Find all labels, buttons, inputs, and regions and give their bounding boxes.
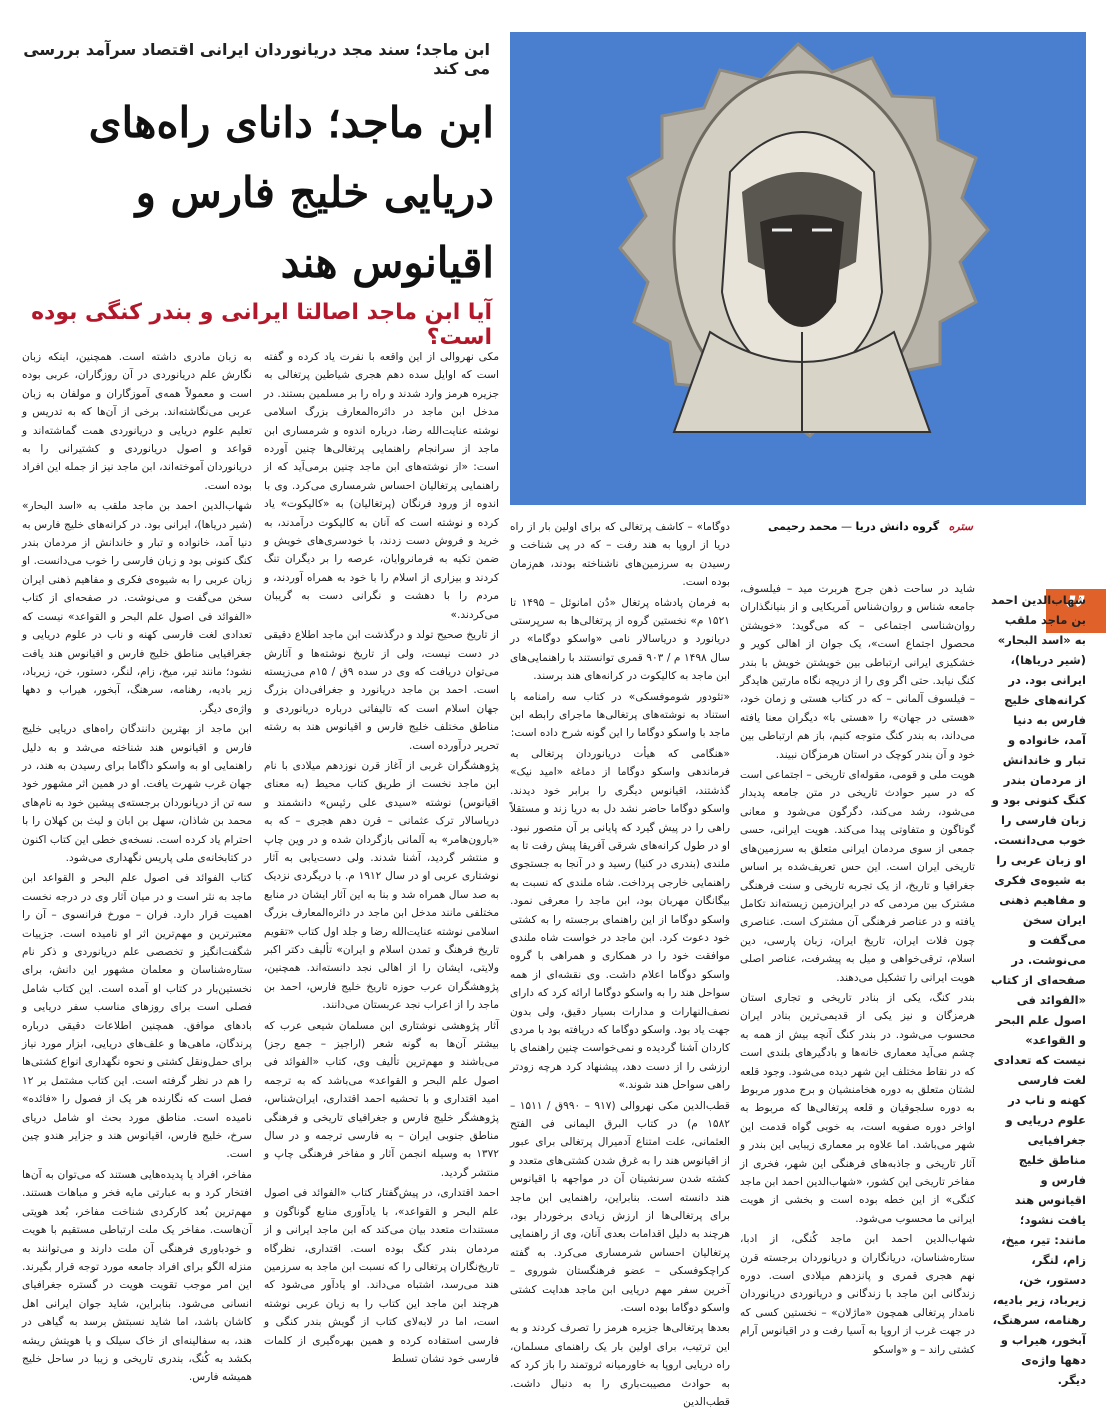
pull-quote: شهاب‌الدین احمد بن ماجد ملقب به «اسد البحار» (شیر دریاها)، ایرانی بود. در کرانه‌های خلیج فارس به دنیا آمد، خانواده و تبار و خاندانش از مردمان بندر کنگ کنونی بود و زبان فارسی را خوب می‌دانست. او زبان عربی را به شیوه‌ی فکری و مفاهیم ذهنی ایران سخن می‌گفت و می‌نوشت. در صفحه‌ای از کتاب «الفوائد فی اصول علم البحر و القواعد» نیست که تعدادی لغت فارسی کهنه و ناب در علوم دریایی و جغرافیایی مناطق خلیج فارس و اقیانوس هند یافت نشود؛ مانند: تیر، میخ، زام، لنگر، دستور، خن، زیرباد، زیر بادیه، رهنامه، سرهنگ، آبخور، هیراب و دهها واژه‌ی دیگر. — [991, 593, 1086, 1387]
paragraph: دوگاما» – کاشف پرتغالی که برای اولین بار از راه دریا از اروپا به هند رفت – که در پی شناخت و رسیدن به سرزمین‌های ناشناخته بودند، هم‌زمان بوده است. — [510, 521, 730, 589]
paragraph: ابن ماجد از بهترین دانندگان راه‌های دریایی خلیج فارس و اقیانوس هند شناخته می‌شد و به دلیل راهنمایی او به واسکو داگاما برای رسیدن به هند، در جهان غرب شهرت یافت. او در همین اثر مشهور خود سه تن از دریانوردان برجسته‌ی پیشین خود به نام‌های محمد بن شاذان، سهل بن ابان و لیث بن کهلان را با احترام یاد کرده است. نسخه‌ی خطی این کتاب اکنون در کتابخانه‌ی ملی پاریس نگهداری می‌شود. — [22, 723, 252, 864]
paragraph: بعدها پرتغالی‌ها جزیره هرمز را تصرف کردند و به این ترتیب، برای اولین بار یک راهنمای مسلمان، راه دریایی اروپا به خاورمیانه ثروتمند را باز کرد که به حوادث مصیبت‌باری را به دنبال داشت. قطب‌الدین — [510, 1322, 730, 1409]
text-column-1 — [22, 348, 252, 1384]
paragraph: مکی نهروالی از این واقعه با نفرت یاد کرده و گفته است که اوایل سده دهم هجری شیاطین پرتغالی به جزیره هرمز وارد شدند و راه را بر مسلمین بستند. در مدخل ابن ماجد در دائره‌المعارف بزرگ اسلامی نوشته عنایت‌الله رضا، درباره اندوه و شرمساری ابن ماجد از سرانجام راهنمایی پرتغالی‌ها چنین آورده است: «از نوشته‌های ابن ماجد چنین برمی‌آید که از راهنمایی پرتغالیان احساس شرمساری می‌کرد. وی با اندوه از ورود فرنگان (پرتغالیان) به «کالیکوت» یاد کرده و نوشته است که آنان به کالیکوت درآمدند، به خرید و فروش دست زدند، با خودسری‌های خویش و ضمن تکیه به فرمانروایان، عرصه را بر دیگران تنگ کردند و بیزاری از اسلام را با خود به همراه آوردند، و مردم را با دهشت و نگرانی دست به گریبان می‌کردند.» — [264, 351, 499, 621]
article-kicker: ابن ماجد؛ سند مجد دریانوردان ایرانی اقتصاد سرآمد بررسی می کند — [23, 40, 490, 78]
text-column-4 — [740, 580, 975, 1373]
paragraph: «هنگامی که هیأت دریانوردان پرتغالی به فرماندهی واسکو دوگاما از دماغه «امید نیک» گذشتند، اقیانوس دیگری را برابر خود دیدند. واسکو دوگاما حاضر نشد دل به دریا زند و مستقلاً راهی را در پیش گیرد که پایانی بر آن متصور نبود. او در طول کرانه‌های شرقی آفریقا پیش رفت تا به ملندی (بندری در کنیا) رسید و در آنجا به جستجوی راهنمایی خارجی پرداخت. شاه ملندی که نسبت به بیگانگان مهربان بود، ابن ماجد را معرفی نمود. واسکو دوگاما از این راهنمای برجسته را به کشتی خود دعوت کرد. ابن ماجد در خواست شاه ملندی موافقت خود را در همکاری و همراهی با گروه واسکو دوگاما اعلام داشت. وی نقشه‌ای از همه سواحل هند را به واسکو دوگاما ارائه کرد که دارای نصف‌النهارات و مدارات بسیار دقیق، ولی بدون جهت یاد بود. واسکو دوگاما که دریافته بود با مردی کاردان آشنا گردیده و نمی‌خواست چنین راهنمای با ارزشی را از دست دهد، پیشنهاد کرد هرچه زودتر راهی سواحل هند شوند.» — [510, 747, 730, 1092]
byline-group: گروه دانش دریا — [855, 520, 940, 533]
paragraph: احمد اقتداری، در پیش‌گفتار کتاب «الفوائد فی اصول علم البحر و القواعد»، با یادآوری منابع گوناگون و مستندات متعدد بیان می‌کند که ابن ماجد ایرانی و از مردمان بندر کنگ بوده است. اقتداری، نظرگاه تاریخ‌نگاران پرتغالی را که نسبت ابن ماجد به سرزمین هند می‌رسد، اشتباه می‌داند. او یادآور می‌شود که هرچند ابن ماجد این کتاب را به زبان عربی نوشته است، اما در لابه‌لای کتاب از گویش بندر کنگی و فارسی استفاده کرده و همین بهره‌گیری از کلمات فارسی خود نشان تسلط — [264, 1187, 499, 1365]
article-subheadline: آیا ابن ماجد اصالتا ایرانی و بندر کنگی بوده است؟ — [31, 300, 492, 350]
paragraph: مفاخر، افراد یا پدیده‌هایی هستند که می‌توان به آن‌ها افتخار کرد و به عبارتی مایه فخر و مباهات هستند. مهم‌ترین بُعد کارکردی شناخت مفاخر، بُعد هویتی آن‌هاست. مفاخر یک ملت ارتباطی مستقیم با هویت و خودباوری فرهنگی آن ملت دارند و می‌توانند به منزله الگو برای افراد جامعه مورد توجه قرار بگیرند. این امر موجب تقویت هویت در گستره جغرافیای انسانی می‌شود. بنابراین، شاید جوان ایرانی اهل کاشان باشد، اما شاید نسبتش برسد به گیاهی در هند، به سفالینه‌ای از خاک سیلک و یا هویتش ریشه بکشد به کُنگ، بندری تاریخی و زیبا در ساحل خلیج همیشه فارس. — [22, 1168, 252, 1384]
paragraph: شاید در ساحت ذهن جرج هربرت مید – فیلسوف، جامعه شناس و روان‌شناس آمریکایی و از بنیانگذاران روان‌شناسی اجتماعی – که می‌گوید: «خویشتن محصول اجتماع است»، یک جوان از اهالی کویر و خشکیزی ایرانی ارتباطی بین خویشتن خویش با بندر کنگ نیابد. حتی اگر وی را از دریچه نگاه مارتین هایدگر – فیلسوف آلمانی – که در کتاب هستی و زمان خود، «هستی در جهان» را «هستی با» دیگران معنا یافته می‌داند، به بندر کنگ متوجه کنیم، باز هم ارتباطی بین خود و آن بندر کوچک در استان هرمزگان نبیند. — [740, 583, 975, 761]
paragraph: به فرمان پادشاه پرتغال «دُن امانوئل – ۱۴۹۵ تا ۱۵۲۱ م» نخستین گروه از پرتغالی‌ها به سرپرستی دریانورد و دریاسالار نامی «واسکو دوگاما» در سال ۱۴۹۸ م / ۹۰۳ قمری توانستند با راهنمایی‌های ابن ماجد به کالیکوت در کرانه‌های هند برسند. — [510, 596, 731, 683]
article-headline: ابن ماجد؛ دانای راه‌های دریایی خلیج فارس و اقیانوس هند — [88, 98, 494, 287]
paragraph: از تاریخ صحیح تولد و درگذشت ابن ماجد اطلاع دقیقی در دست نیست، ولی از تاریخ نوشته‌ها و آثارش می‌توان دریافت که وی در سده ۹ق / ۱۵م می‌زیسته است. احمد بن ماجد دریانورد و جغرافی‌دان بزرگ جهان اسلام است که تالیفاتی درباره دریانوردی و مناطق مختلف خلیج فارس و اقیانوس هند به رشته تحریر درآورده است. — [264, 629, 500, 752]
paragraph: هویت ملی و قومی، مقوله‌ای تاریخی – اجتماعی است که در سیر حوادث تاریخی در متن جامعه پدیدار می‌شود، رشد می‌کند، دگرگون می‌شود و معانی گوناگون و متفاوتی پیدا می‌کند. هویت ایرانی، حسی جمعی از سوی مردمان ایرانی متعلق به سرزمین‌های تاریخی ایران است. این حس تعریف‌شده بر اساس جغرافیا و تاریخ، از یک تجربه تاریخی و سنت فرهنگی مشترک بین مردمی که در ایران‌زمین زیسته‌اند تکامل یافته و در عناصر فرهنگی آن مشترک است. عناصری چون فلات ایران، تاریخ ایران، زبان پارسی، دین اسلام، ترقی‌خواهی و میل به پیشرفت، عناصر اصلی هویت ایرانی را تشکیل می‌دهند. — [740, 769, 975, 984]
paragraph: قطب‌الدین مکی نهروالی (۹۱۷ – ۹۹۰ق / ۱۵۱۱ – ۱۵۸۲ م) در کتاب البرق الیمانی فی الفتح العثمانی، علت امتناع آدمیرال پرتغالی برای عبور از اقیانوس هند را به غرق شدن کشتی‌های متعدد و کشته شدن سرنشینان آن در مواجهه با اقیانوس هند دانسته است. بنابراین، راهنمایی ابن ماجد برای پرتغالی‌ها از ارزش زیادی برخوردار بود، هرچند به دلیل اقدامات بعدی آنان، وی از راهنمایی پرتغالیان احساس شرمساری می‌کرد. به گفته کراچکوفسکی – عضو فرهنگستان شوروی – آخرین سفر مهم دریایی ابن ماجد هدایت کشتی واسکو دوگاما بوده است. — [509, 1099, 730, 1315]
ibn-majid-portrait-icon — [510, 32, 1086, 505]
byline: ستره گروه دانش دریا — محمد رحیمی — [767, 520, 973, 533]
signature-mark: ستره — [948, 520, 973, 533]
paragraph: آثار پژوهشی نوشتاری ابن مسلمان شیعی عرب که بیشتر آن‌ها به گونه شعر (اراجیز – جمع رجز) می‌باشند و مهم‌ترین تألیف وی، کتاب «الفوائد فی اصول علم البحر و القواعد» می‌باشد که به ترجمه امید اقتداری و با تحشیه احمد اقتداری، ایران‌شناس، پژوهشگر خلیج فارس و جغرافیای تاریخی و فرهنگی مناطق جنوبی ایران – به فارسی ترجمه و در سال ۱۳۷۲ به وسیله انجمن آثار و مفاخر فرهنگی چاپ و منتشر گردید. — [264, 1019, 499, 1179]
paragraph: به زبان مادری داشته است. همچنین، اینکه زبان نگارش علم دریانوردی در آن روزگاران، عربی بوده است و معمولاً همه‌ی آموزگاران و مولفان به زبان عربی می‌نگاشته‌اند. برخی از آن‌ها که به تدریس و تعلیم علوم دریایی و دریانوردی همت گماشته‌اند و قواعد و اصول دریانوردی و کشتیرانی را به دریانوردان آموخته‌اند، ابن ماجد نیز از جمله این افراد بوده است. — [22, 351, 252, 492]
paragraph: بندر کنگ، یکی از بنادر تاریخی و تجاری استان هرمزگان و نیز یکی از قدیمی‌ترین بنادر ایران محسوب می‌شود. در بندر کنگ آنچه بیش از همه به چشم می‌آید معماری خانه‌ها و بادگیرهای بلندی است که در نقاط مختلف این شهر دیده می‌شود. وجود قلعه لشتان متعلق به دوره هخامنشیان و برج مدور مربوط به دوره سلجوقیان و قلعه پرتغالی‌ها که مربوط به اواخر دوره صفویه است، به خوبی گواه قدمت این شهر می‌باشد. اما علاوه بر معماری زیبایی این بندر و آثار تاریخی و جاذبه‌های فرهنگی این شهر، فخری از مفاخر تاریخی این کشور، «شهاب‌الدین احمد ابن ماجد کنگی» از این خطه بوده است و بخشی از هویت ایرانی ما محسوب می‌شود. — [740, 991, 975, 1225]
paragraph: شهاب‌الدین احمد ابن ماجد کُنگی، از ادبا، ستاره‌شناسان، دریانگاران و دریانوردان برجسته قرن نهم هجری قمری و پانزدهم میلادی است. دوره زندگانی ابن ماجد با زندگانی و دریانوردی دریانوردان نامدار پرتغالی همچون «ماژلان» – نخستین کسی که در جهت غرب از اروپا به آسیا رفت و در اقیانوس آرام کشتی راند – و «واسکو — [740, 1233, 975, 1356]
text-column-3 — [509, 518, 731, 1409]
paragraph: شهاب‌الدین احمد بن ماجد ملقب به «اسد البحار» (شیر دریاها)، ایرانی بود. در کرانه‌های خلیج فارس به دنیا آمد، خانواده و تبار و خاندانش از مردمان بندر کنگ کنونی بود و زبان فارسی را خوب می‌دانست. او زبان عربی را به شیوه‌ی فکری و مفاهیم ذهنی ایران سخن می‌گفت و می‌نوشت. در صفحه‌ای از کتاب «الفوائد فی اصول علم البحر و القواعد» نیست که تعدادی لغت فارسی کهنه و ناب در علوم دریایی و جغرافیایی مناطق خلیج فارس و اقیانوس هند یافت نشود؛ مانند تیر، میخ، زام، لنگر، دستور، خن، زیرباد، زیر بادیه، رهنامه، سرهنگ، آبخور، هیراب و دهها واژه‌ی دیگر. — [22, 500, 252, 715]
paragraph: کتاب الفوائد فی اصول علم البحر و القواعد ابن ماجد به نثر است و در میان آثار وی در درجه نخست اهمیت قرار دارد. فران – مورخ فرانسوی – آن را معتبرترین و مهم‌ترین اثر او نامیده است. جزییات شگفت‌انگیز و تخصصی علم دریانوردی و ذکر نام ستاره‌شناسان و معلمان مشهور این دانش، برای نخستین‌بار در کتاب او آمده است. این کتاب شامل فصلی است برای روزهای مناسب سفر دریایی و بادهای موافق. همچنین اطلاعات دقیقی درباره پرندگان، ماهی‌ها و علف‌های دریایی، ابزار مورد نیاز برای حمل‌ونقل کشتی و نحوه نگهداری انواع کشتی‌ها را هم در نظر گرفته است. این کتاب مشتمل بر ۱۲ فصل است که نگارنده هر یک از فصول را «فائده» نامیده است. مناطق مورد بحث او شامل دریای سرخ، خلیج فارس، اقیانوس هند و جزایر هندو چین است. — [22, 872, 252, 1161]
text-column-2 — [264, 348, 499, 1373]
paragraph: «تئودور شوموفسکی» در کتاب سه رامنامه با استناد به نوشته‌های پرتغالی‌ها ماجرای رابطه ابن ماجد با واسکو دوگاما را این گونه شرح داده است: — [510, 690, 730, 740]
svg-text:”: ” — [1064, 588, 1088, 635]
byline-author: محمد رحیمی — [767, 520, 838, 533]
paragraph: پژوهشگران غربی از آغاز قرن نوزدهم میلادی با نام ابن ماجد نخست از طریق کتاب محیط (به معنای اقیانوس) نوشته «سیدی علی رئیس» دانشمند و دریاسالار ترک عثمانی – قرن دهم هجری – که به «بارون‌هامر» به آلمانی بازگردان شده و در وین چاپ و منتشر گردید، آشنا شدند. ولی دست‌یابی به آثار نوشتاری عربی او در سال ۱۹۱۲ م. با دریگردی نزدیک به صد سال همراه شد و بنا به این آثار ایشان در منابع مختلفی مانند مدخل ابن ماجد در دائره‌المعارف بزرگ اسلامی نوشته عنایت‌الله رضا و جلد اول کتاب «تقویم تاریخ فرهنگ و تمدن اسلام و ایران» تألیف دکتر اکبر ولایتی، ایشان را از اهالی نجد دانسته‌اند. همچنین، پژوهشگران عرب حوزه تاریخ خلیج فارس، احمد بن ماجد را از اعراب نجد عربستان می‌دانند. — [264, 759, 499, 1012]
portrait-illustration — [510, 32, 1086, 505]
